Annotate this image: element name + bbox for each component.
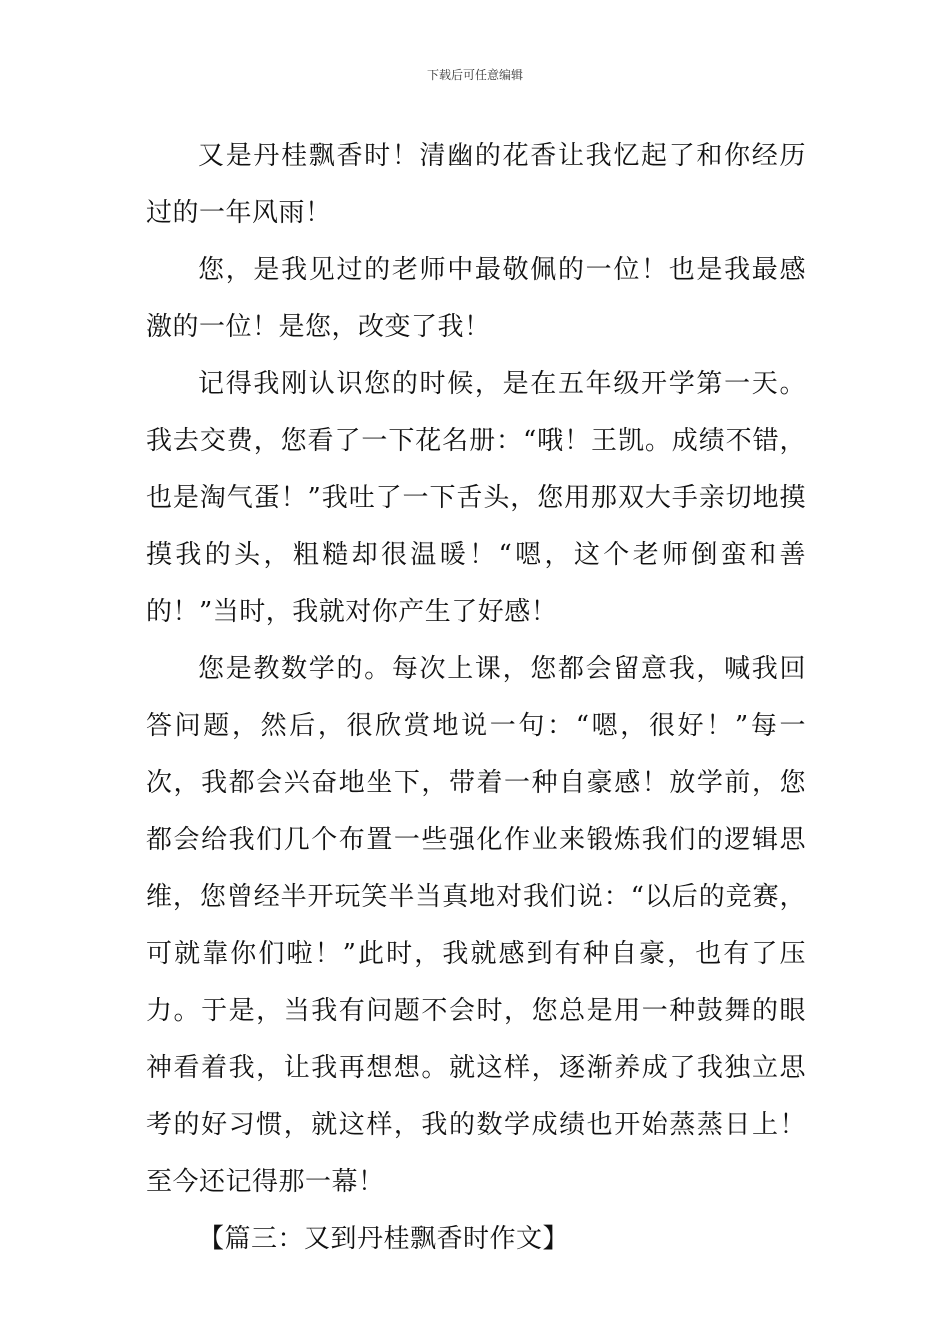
section-title: 【篇三：又到丹桂飘香时作文】: [198, 1224, 570, 1254]
document-body: [146, 128, 806, 1268]
paragraph-1: 又是丹桂飘香时！清幽的花香让我忆起了和你经历过的一年风雨！: [146, 141, 806, 228]
paragraph-2: 您，是我见过的老师中最敬佩的一位！也是我最感激的一位！是您，改变了我！: [146, 255, 806, 342]
paragraph-3: 记得我刚认识您的时候，是在五年级开学第一天。我去交费，您看了一下花名册：“哦！王凯。成绩不错，也是淘气蛋！”我吐了一下舌头，您用那双大手亲切地摸摸我的头，粗糙却很温暖！“嗯，这个老师倒蛮和善的！”当时，我就对你产生了好感！: [146, 369, 806, 627]
page-header: 下载后可任意编辑: [426, 68, 523, 82]
paragraph-4: 您是教数学的。每次上课，您都会留意我，喊我回答问题，然后，很欣赏地说一句：“嗯，很好！”每一次，我都会兴奋地坐下，带着一种自豪感！放学前，您都会给我们几个布置一些强化作业来锻炼我们的逻辑思维，您曾经半开玩笑半当真地对我们说：“以后的竞赛，可就靠你们啦！”此时，我就感到有种自豪，也有了压力。于是，当我有问题不会时，您总是用一种鼓舞的眼神看着我，让我再想想。就这样，逐渐养成了我独立思考的好习惯，就这样，我的数学成绩也开始蒸蒸日上！至今还记得那一幕！: [146, 654, 806, 1197]
